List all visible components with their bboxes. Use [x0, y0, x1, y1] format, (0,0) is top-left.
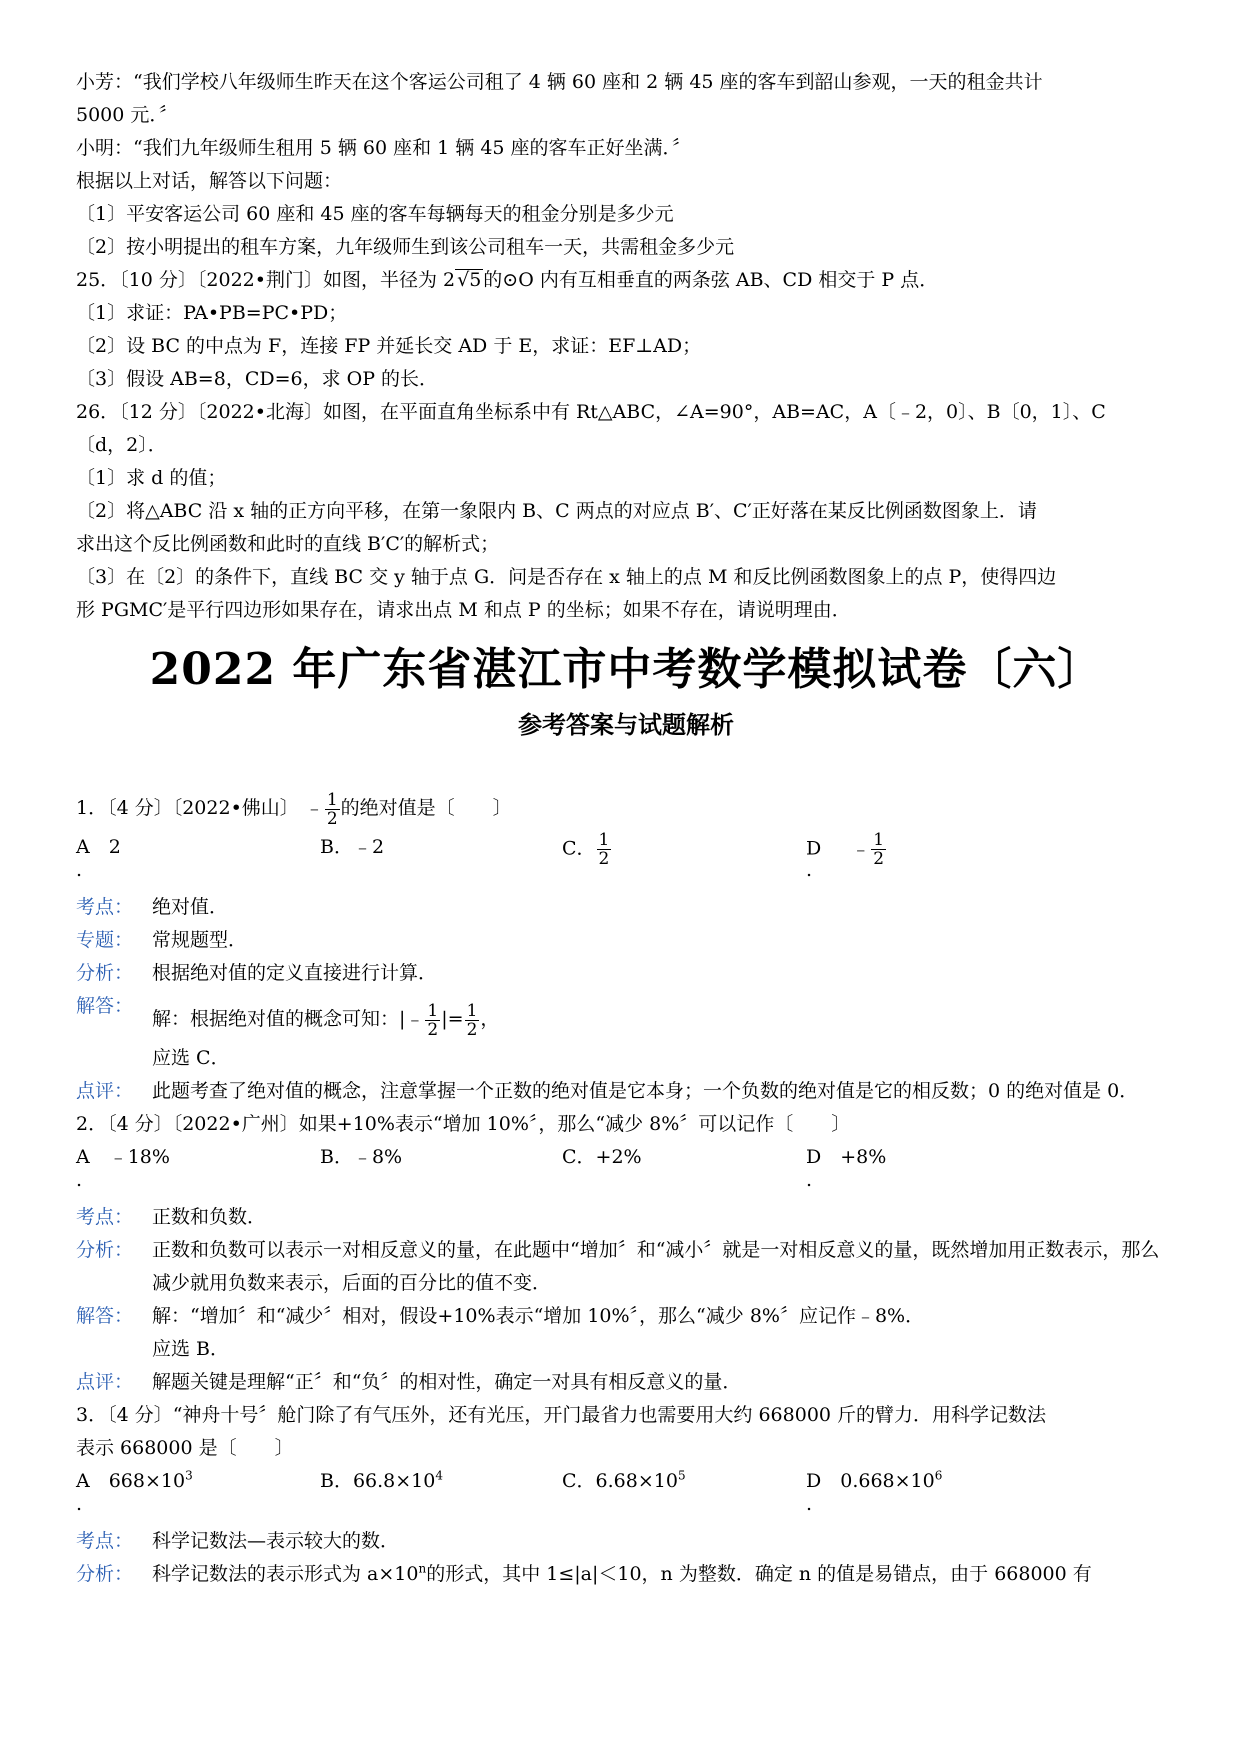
q25-stem-a: 25．〔10 分〕〔2022•荆门〕如图，半径为 2 [76, 269, 456, 291]
dianping-label: 点评： [76, 1080, 134, 1102]
fraction-denominator: 2 [598, 849, 610, 869]
fraction [325, 791, 340, 828]
q1-option-a: A 2 [76, 836, 121, 858]
jieda-choice: 应选 C． [152, 1047, 230, 1069]
q2-option-b: B．﹣8% [320, 1146, 403, 1168]
q1-jieda-2 [76, 1042, 1176, 1075]
q25-stem-b: 的⊙O 内有互相垂直的两条弦 AB、CD 相交于 P 点． [483, 269, 939, 291]
intro-line-1: 小芳：“我们学校八年级师生昨天在这个客运公司租了 4 辆 60 座和 2 辆 45 座的客车到韶山参观，一天的租金共计 [76, 71, 1043, 93]
q3-option-c [562, 1465, 686, 1498]
q1-stem-a: 1．〔4 分〕〔2022•佛山〕 [76, 797, 299, 819]
q1-option-c [562, 831, 612, 868]
fraction [871, 831, 886, 868]
intro-question-2: 〔2〕按小明提出的租车方案，九年级师生到该公司租车一天，共需租金多少元 [76, 236, 735, 258]
page-subtitle: 参考答案与试题解析 [518, 710, 734, 739]
fenxi-text [152, 1558, 1176, 1591]
fraction [597, 831, 612, 868]
spacer [76, 1042, 152, 1075]
dianping-text: 解题关键是理解“正〞和“负〞的相对性，确定一对具有相反意义的量． [152, 1371, 742, 1393]
fraction-denominator: 2 [873, 849, 885, 869]
fraction-numerator: 1 [598, 830, 610, 850]
spacer [76, 1333, 152, 1366]
q26-sub-3a: 〔3〕在〔2〕的条件下，直线 BC 交 y 轴于点 G．问是否存在 x 轴上的点 M 和反比例函数图象上的点 P，使得四边 [76, 566, 1057, 588]
fraction [425, 1002, 440, 1039]
q1-stem [76, 785, 1176, 831]
intro-question-1: 〔1〕平安客运公司 60 座和 45 座的客车每辆每天的租金分别是多少元 [76, 203, 674, 225]
intro-line-4: 根据以上对话，解答以下问题： [76, 170, 343, 192]
jieda-text-b: |= [441, 1008, 464, 1030]
kaodian-label: 考点： [76, 896, 134, 918]
fraction-numerator: 1 [326, 789, 338, 810]
q3-option-b-base: B．66.8×10 [320, 1470, 436, 1492]
fraction-numerator: 1 [427, 1000, 439, 1021]
q2-dianping [76, 1366, 1176, 1399]
fenxi-exp: n [418, 1561, 427, 1576]
option-dot: . [76, 1169, 83, 1191]
q3-fenxi [76, 1558, 1176, 1591]
q1-jieda [76, 990, 1176, 1042]
fraction-denominator: 2 [466, 1019, 478, 1040]
q2-option-d: D +8% [806, 1146, 887, 1168]
intro-line-2: 5000 元．〞 [76, 104, 178, 126]
fraction [465, 1002, 480, 1039]
q2-kaodian [76, 1201, 1176, 1234]
dianping-label: 点评： [76, 1371, 134, 1393]
q26-sub-3b: 形 PGMC′是平行四边形如果存在，请求出点 M 和点 P 的坐标；如果不存在，请说明理由． [76, 599, 851, 621]
q3-option-a-base: A 668×10 [76, 1470, 186, 1492]
sqrt-radical: √5 [457, 269, 482, 291]
q3-option-b-exp: 4 [435, 1468, 444, 1483]
q26-stem-2: 〔d，2〕． [76, 434, 167, 456]
jieda-text-c: ， [480, 1008, 500, 1030]
fenxi-label: 分析： [76, 1239, 134, 1261]
fenxi-text-a: 科学记数法的表示形式为 a×10 [152, 1563, 419, 1585]
fenxi-label: 分析： [76, 962, 134, 984]
fraction-numerator: 1 [873, 830, 885, 850]
fenxi-text: 根据绝对值的定义直接进行计算． [152, 962, 438, 984]
document-page [76, 66, 1176, 1591]
q1-neg-sign: ﹣ [304, 797, 324, 819]
fenxi-label: 分析： [76, 1563, 134, 1585]
q3-stem-1: 3．〔4 分〕“神舟十号〞舱门除了有气压外，还有光压，开门最省力也需要用大约 668000 斤的臂力．用科学记数法 [76, 1404, 1047, 1426]
q3-option-c-exp: 5 [677, 1468, 686, 1483]
q3-option-c-base: C．6.68×10 [562, 1470, 678, 1492]
q26-sub-2b: 求出这个反比例函数和此时的直线 B′C′的解析式； [76, 533, 500, 555]
q3-option-a-exp: 3 [185, 1468, 193, 1483]
q1-zhuanti [76, 924, 1176, 957]
sqrt-radicand: 5 [469, 269, 482, 291]
option-dot: . [806, 859, 813, 881]
jieda-choice: 应选 B． [152, 1338, 230, 1360]
fenxi-text: 正数和负数可以表示一对相反意义的量，在此题中“增加〞和“减小〞就是一对相反意义的量，既然增加用正数表示，那么减少就用负数来表示，后面的百分比的值不变． [152, 1239, 1160, 1294]
page-title: 2022 年广东省湛江市中考数学模拟试卷〔六〕 [149, 644, 1103, 695]
intro-line-3: 小明：“我们九年级师生租用 5 辆 60 座和 1 辆 45 座的客车正好坐满．〞 [76, 137, 692, 159]
fraction-denominator: 2 [326, 808, 338, 829]
q25-sub-3: 〔3〕假设 AB=8，CD=6，求 OP 的长． [76, 368, 439, 390]
q2-option-a: A ﹣18% [76, 1146, 170, 1168]
q26-stem-1: 26．〔12 分〕〔2022•北海〕如图，在平面直角坐标系中有 Rt△ABC，∠A=90°，AB=AC，A〔﹣2，0〕、B〔0，1〕、C [76, 401, 1106, 423]
q1-options [76, 831, 1176, 891]
kaodian-text: 绝对值． [152, 896, 229, 918]
jieda-label: 解答： [76, 1305, 134, 1327]
q2-option-c: C．+2% [562, 1146, 642, 1168]
kaodian-label: 考点： [76, 1530, 134, 1552]
q3-option-d [806, 1465, 942, 1498]
q25-sub-2: 〔2〕设 BC 的中点为 F，连接 FP 并延长交 AD 于 E，求证：EF⊥AD； [76, 335, 702, 357]
q3-stem-2: 表示 668000 是〔 〕 [76, 1437, 294, 1459]
q25-stem [76, 264, 1176, 297]
fenxi-text-b: 的形式，其中 1≤|a|＜10，n 为整数．确定 n 的值是易错点，由于 668000 有 [426, 1563, 1092, 1585]
fraction-numerator: 1 [466, 1000, 478, 1021]
fraction-denominator: 2 [427, 1019, 439, 1040]
q3-option-d-base: D 0.668×10 [806, 1470, 935, 1492]
q25-sub-1: 〔1〕求证：PA•PB=PC•PD； [76, 302, 348, 324]
jieda-text: 解：“增加〞和“减少〞相对，假设+10%表示“增加 10%〞，那么“减少 8%〞应记作﹣8%． [152, 1305, 925, 1327]
q1-option-c-label: C． [562, 837, 596, 860]
jieda-label: 解答： [76, 995, 134, 1017]
q3-options [76, 1465, 1176, 1525]
q1-option-d [806, 831, 887, 868]
q3-kaodian [76, 1525, 1176, 1558]
q1-neg-sign: ﹣ [851, 837, 871, 860]
q2-fenxi [76, 1234, 1176, 1300]
q1-kaodian [76, 891, 1176, 924]
q1-stem-b: 的绝对值是〔 〕 [340, 797, 512, 819]
q2-stem: 2．〔4 分〕〔2022•广州〕如果+10%表示“增加 10%〞，那么“减少 8%〞可以记作〔 〕 [76, 1113, 851, 1135]
q1-fenxi [76, 957, 1176, 990]
option-dot: . [76, 1493, 83, 1515]
q2-jieda [76, 1300, 1176, 1333]
q1-option-b: B．﹣2 [320, 836, 385, 858]
option-dot: . [806, 1169, 813, 1191]
zhuanti-label: 专题： [76, 929, 134, 951]
kaodian-label: 考点： [76, 1206, 134, 1228]
q26-sub-1: 〔1〕求 d 的值； [76, 467, 227, 489]
q2-jieda-2 [76, 1333, 1176, 1366]
q1-dianping [76, 1075, 1176, 1108]
jieda-text [152, 990, 1176, 1042]
q26-sub-2a: 〔2〕将△ABC 沿 x 轴的正方向平移，在第一象限内 B、C 两点的对应点 B′、C′正好落在某反比例函数图象上．请 [76, 500, 1037, 522]
dianping-text: 此题考查了绝对值的概念，注意掌握一个正数的绝对值是它本身；一个负数的绝对值是它的相反数；0 的绝对值是 0． [152, 1080, 1139, 1102]
q2-options [76, 1141, 1176, 1201]
q1-option-d-label: D [806, 837, 822, 860]
q3-option-b [320, 1465, 443, 1498]
option-dot: . [806, 1493, 813, 1515]
kaodian-text: 正数和负数． [152, 1206, 267, 1228]
q3-option-a [76, 1465, 193, 1498]
option-dot: . [76, 859, 83, 881]
zhuanti-text: 常规题型． [152, 929, 248, 951]
kaodian-text: 科学记数法—表示较大的数． [152, 1530, 400, 1552]
q3-option-d-exp: 6 [934, 1468, 943, 1483]
jieda-text-a: 解：根据绝对值的概念可知：|﹣ [152, 1008, 425, 1030]
